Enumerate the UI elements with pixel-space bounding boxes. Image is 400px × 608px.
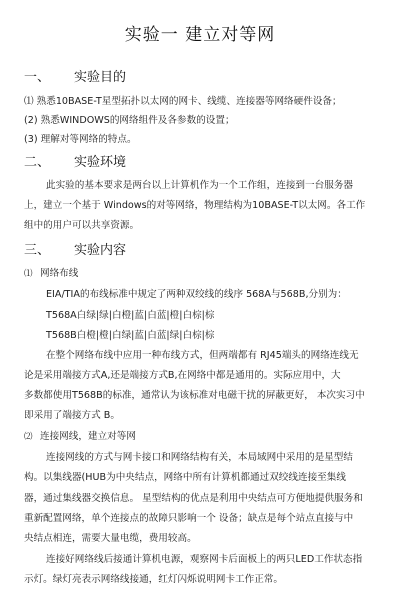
- section-heading-content: [24, 239, 126, 258]
- subsection-heading-cabling: [24, 265, 78, 279]
- section-number: 三、: [24, 243, 51, 258]
- section-title: 实验环境: [74, 155, 127, 170]
- section-number: 二、: [24, 155, 51, 170]
- paragraph-line: ⑴ 熟悉10BASE-T星型拓扑以太网的网卡、线缆、连接器等网络硬件设备；: [24, 96, 342, 107]
- paragraph-line: EIA/TIA的布线标准中规定了两种双绞线的线序 568A与568B,分别为：: [46, 289, 347, 300]
- paragraph-line: 器，通过集线器交换信息。 星型结构的优点是利用中央结点可方便地提供服务和: [24, 493, 363, 504]
- paragraph-line: 构。以集线器(HUB为中央结点，网络中所有计算机都通过双绞线连接至集线: [24, 472, 346, 483]
- section-heading-purpose: [24, 66, 126, 85]
- paragraph-line: 多数都使用T568B的标准，通常认为该标准对电磁干扰的屏蔽更好， 本次实习中: [24, 390, 365, 401]
- paragraph-line: (3) 理解对等网络的特点。: [24, 134, 137, 145]
- paragraph-line: (2) 熟悉WINDOWS的网络组件及各参数的设置；: [24, 115, 235, 126]
- subsection-number: ⑵: [24, 432, 33, 442]
- document-title: 实验一 建立对等网: [124, 25, 276, 45]
- subsection-title: 网络布线: [40, 268, 79, 279]
- paragraph-line: 连接网线的方式与网卡接口和网络结构有关，本局域网中采用的是星型结: [46, 452, 353, 463]
- paragraph-line: 连接好网络线后接通计算机电源，观察网卡后面板上的两只LED工作状态指: [46, 554, 363, 565]
- paragraph-line: 组中的用户可以共享资源。: [24, 220, 140, 231]
- paragraph-line: 在整个网络布线中应用一种布线方式，但两端都有 RJ45端头的网络连线无: [46, 350, 359, 361]
- subsection-heading-network: [24, 428, 136, 442]
- wiring-order-t568b: T568B白橙|橙|白绿|蓝|白蓝|绿|白棕|棕: [46, 330, 215, 341]
- paragraph-line: 重新配置网络，单个连接点的故障只影响一个 设备；缺点是每个站点直接与中: [24, 513, 354, 524]
- subsection-title: 连接网线，建立对等网: [40, 431, 136, 442]
- paragraph-line: 此实验的基本要求是两台以上计算机作为一个工作组，连接到一台服务器: [46, 180, 353, 191]
- wiring-order-t568a: T568A白绿|绿|白橙|蓝|白蓝|橙|白棕|棕: [46, 310, 215, 321]
- paragraph-line: 论是采用端接方式A,还是端接方式B,在网络中都是通用的。实际应用中，大: [24, 370, 341, 381]
- subsection-number: ⑴: [24, 269, 33, 279]
- paragraph-line: 央结点相连，需要大量电缆，费用较高。: [24, 533, 197, 544]
- paragraph-line: 上，建立一个基于 Windows的对等网络，物理结构为10BASE-T以太网。各工作: [24, 200, 366, 211]
- section-title: 实验目的: [74, 70, 127, 85]
- paragraph-line: 示灯。绿灯亮表示网络线接通，红灯闪烁说明网卡工作正常。: [24, 574, 284, 585]
- paragraph-line: 即采用了端接方式 B。: [24, 410, 120, 421]
- section-title: 实验内容: [74, 243, 127, 258]
- section-number: 一、: [24, 70, 51, 85]
- section-heading-environment: [24, 151, 126, 170]
